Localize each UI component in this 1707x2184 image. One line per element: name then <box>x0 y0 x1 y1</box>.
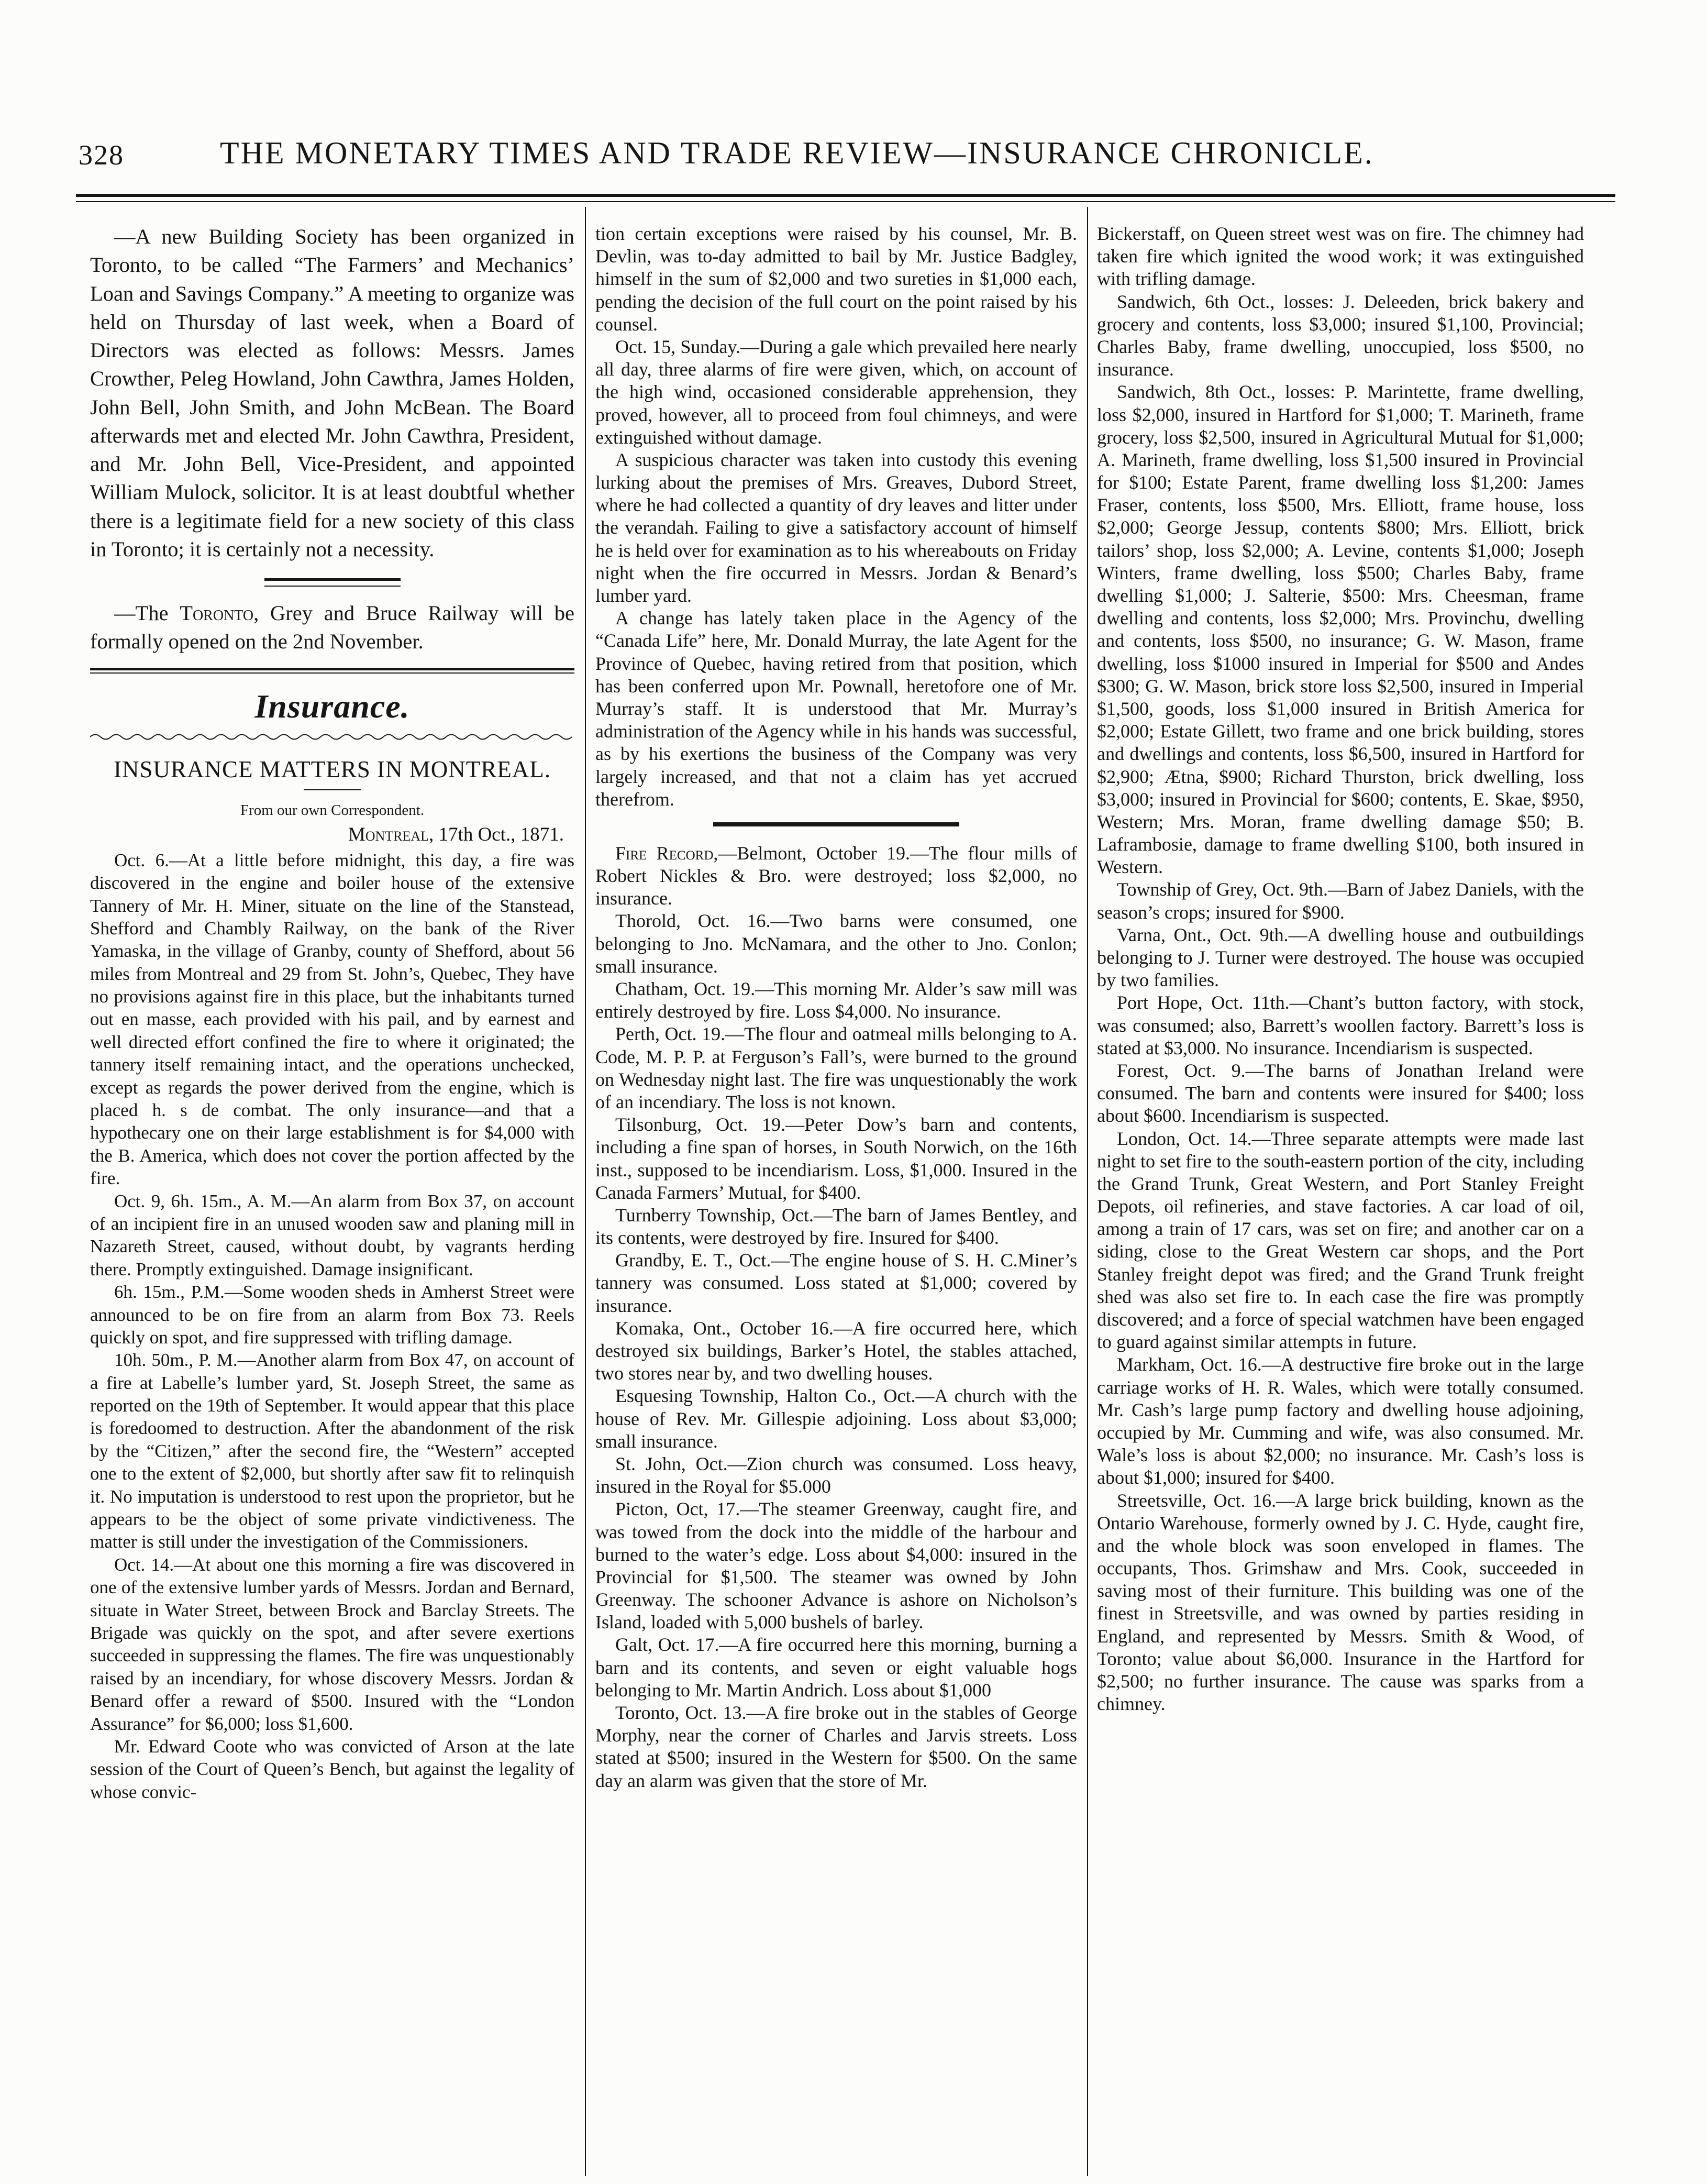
news-building-society: —A new Building Society has been organized in Toronto, to be called “The Farmers’ and Mechanics’ Loan and Savings Company.” A meeting to organize was held on Thursday of last week, when a Board of Directors was elected as follows: Messrs. James Crowther, Peleg Howland, John Cawthra, James Holden, John Bell, John Smith, and John McBean. The Board afterwards met and elected Mr. John Cawthra, President, and Mr. John Bell, Vice-President, and appointed William Mulock, solicitor. It is at least doubtful whether there is a legitimate field for a new society of this class in Toronto; it is certainly not a necessity. <box>90 225 574 561</box>
paragraph: A change has lately taken place in the Agency of the “Canada Life” here, Mr. Donald Murray, the late Agent for the Province of Quebec, having retired from that position, which has been conferred upon Mr. Pownall, heretofore one of Mr. Murray’s staff. It is understood that Mr. Murray’s administration of the Agency while in his hands was successful, as by his exertions the business of the Company was very largely increased, and that not a claim has yet accrued therefrom. <box>595 608 1077 810</box>
paragraph: A suspicious character was taken into custody this evening lurking about the premises of Mrs. Greaves, Dubord Street, where he had collected a quantity of dry leaves and litter under the verandah. Failing to give a satisfactory account of himself he is held over for examination as to his whereabouts on Friday night when the fire occurred in Messrs. Jordan & Benard’s lumber yard. <box>595 449 1077 606</box>
column-3 <box>1097 223 1584 2168</box>
fire-record-intro: Fire Record,—Belmont, October 19.—The flour mills of Robert Nickles & Bro. were destroyed; loss $2,000, no insurance. <box>595 842 1077 909</box>
paragraph: Turnberry Township, Oct.—The barn of James Bentley, and its contents, were destroyed by fire. Insured for $400. <box>595 1204 1077 1249</box>
paragraph: Picton, Oct, 17.—The steamer Greenway, caught fire, and was towed from the dock into the middle of the harbour and burned to the water’s edge. Loss about $4,000: insured in the Provincial for $1,500. The steamer was owned by John Greenway. The schooner Advance is ashore on Nicholson’s Island, loaded with 5,000 bushels of barley. <box>595 1498 1077 1633</box>
paragraph: 6h. 15m., P.M.—Some wooden sheds in Amherst Street were announced to be on fire from an alarm from Box 73. Reels quickly on spot, and fire suppressed with trifling damage. <box>90 1282 574 1348</box>
dateline: Montreal, 17th Oct., 1871. <box>348 823 564 845</box>
column-1 <box>90 223 574 2168</box>
wavy-rule <box>90 732 574 742</box>
article-heading: INSURANCE MATTERS IN MONTREAL. <box>113 756 551 782</box>
paragraph: Varna, Ont., Oct. 9th.—A dwelling house and outbuildings belonging to J. Turner were destroyed. The house was occupied by two families. <box>1097 924 1584 991</box>
paragraph: Oct. 14.—At about one this morning a fire was discovered in one of the extensive lumber yards of Messrs. Jordan and Bernard, situate in Water Street, between Brock and Barclay Streets. The Brigade was quickly on the spot, and after severe exertions succeeded in suppressing the flames. The fire was unquestionably raised by an incendiary, for whose discovery Messrs. Jordan & Benard offer a reward of $500. Insured with the “London Assurance” for $6,000; loss $1,600. <box>90 1554 574 1734</box>
paragraph: Oct. 15, Sunday.—During a gale which prevailed here nearly all day, three alarms of fire were given, which, on account of the high wind, occasioned considerable apprehension, they proved, however, all to proceed from foul chimneys, and were extinguished without damage. <box>595 336 1077 448</box>
paragraph: Bickerstaff, on Queen street west was on fire. The chimney had taken fire which ignited the wood work; it was extinguished with trifling damage. <box>1097 223 1584 290</box>
paragraph: Oct. 6.—At a little before midnight, this day, a fire was discovered in the engine and boiler house of the extensive Tannery of Mr. H. Miner, situate on the line of the Stanstead, Shefford and Chambly Railway, on the bank of the River Yamaska, in the village of Granby, county of Shefford, about 56 miles from Montreal and 29 from St. John’s, Quebec, They have no provisions against fire in this place, but the inhabitants turned out en masse, each provided with his pail, and by earnest and well directed effort confined the fire to where it originated; the tannery itself remaining intact, and the operations unchecked, except as regards the power derived from the engine, which is placed h. s de combat. The only insurance—and that a hypothecary one on their large establishment is for $4,000 with the B. America, which does not cover the portion affected by the fire. <box>90 850 574 1189</box>
paragraph: Esquesing Township, Halton Co., Oct.—A church with the house of Rev. Mr. Gillespie adjoining. Loss about $3,000; small insurance. <box>595 1385 1077 1452</box>
header-rule <box>76 194 1615 197</box>
paragraph: Sandwich, 8th Oct., losses: P. Marintette, frame dwelling, loss $2,000, insured in Hartford for $1,000; T. Marineth, frame grocery, loss $2,500, insured in Agricultural Mutual for $1,000; A. Marineth, frame dwelling, loss $1,500 insured in Provincial for $100; Estate Parent, frame dwelling loss $1,200: James Fraser, contents, loss $500, Mrs. Elliott, frame house, loss $2,000; George Jessup, contents $800; Mrs. Elliott, brick tailors’ shop, loss $2,000; A. Levine, contents $1,000; Joseph Winters, frame dwelling, loss $500; Charles Baby, frame dwelling $1,000; J. Salterie, $500: Mrs. Cheesman, frame dwelling and contents, loss $2,000; Mrs. Provinchu, dwelling and contents, loss $500, no insurance; G. W. Mason, frame dwelling, loss $1000 insured in Imperial for $500 and Andes $300; G. W. Mason, brick store loss $2,500, insured in Imperial $1,500, goods, loss $1,000 insured in British America for $2,000; Estate Gillett, two frame and one brick building, stores and dwellings and contents, loss $6,500, insured in Hartford for $2,900; Ætna, $900; Richard Thurston, brick dwelling, loss $3,000; insured in Provincial for $600; contents, E. Skae, $950, Western; Mrs. Moran, frame dwelling damage $50; B. Laframbosie, damage to frame dwelling $100, both insured in Western. <box>1097 381 1584 878</box>
paragraph: Mr. Edward Coote who was convicted of Arson at the late session of the Court of Queen’s Bench, but against the legality of whose convic- <box>90 1736 574 1802</box>
running-title: THE MONETARY TIMES AND TRADE REVIEW—INSURANCE CHRONICLE. <box>220 136 1374 170</box>
paragraph: Forest, Oct. 9.—The barns of Jonathan Ireland were consumed. The barn and contents were insured for $400; loss about $600. Incendiarism is suspected. <box>1097 1060 1584 1127</box>
column-divider <box>1087 207 1088 2176</box>
paragraph: Streetsville, Oct. 16.—A large brick building, known as the Ontario Warehouse, formerly owned by J. C. Hyde, caught fire, and the whole block was soon enveloped in flames. The occupants, Thos. Grimshaw and Mrs. Cook, succeeded in saving most of their furniture. This building was one of the finest in Streetsville, and was owned by parties residing in England, and represented by Messrs. Smith & Wood, of Toronto; value about $6,000. Insurance in the Hartford for $2,500; no further insurance. The cause was sparks from a chimney. <box>1097 1490 1584 1715</box>
paragraph: Galt, Oct. 17.—A fire occurred here this morning, burning a barn and its contents, and seven or eight valuable hogs belonging to Mr. Martin Andrich. Loss about $1,000 <box>595 1634 1077 1701</box>
separator-rule <box>713 822 959 826</box>
paragraph: 10h. 50m., P. M.—Another alarm from Box 47, on account of a fire at Labelle’s lumber yard, St. Joseph Street, the same as reported on the 19th of September. It would appear that this place is foredoomed to destruction. After the abandonment of the risk by the “Citizen,” after the second fire, the “Western” accepted one to the extent of $2,000, but shortly after saw fit to relinquish it. No imputation is understood to rest upon the proprietor, but he appears to be the object of some private vindictiveness. The matter is still under the investigation of the Commissioners. <box>90 1350 574 1552</box>
paragraph: Oct. 9, 6h. 15m., A. M.—An alarm from Box 37, on account of an incipient fire in an unused wooden saw and planing mill in Nazareth Street, caused, without doubt, by vagrants herding there. Promptly extinguished. Damage insignificant. <box>90 1190 574 1279</box>
page-number: 328 <box>79 139 124 171</box>
paragraph: St. John, Oct.—Zion church was consumed. Loss heavy, insured in the Royal for $5.000 <box>595 1453 1077 1497</box>
column-divider <box>585 207 586 2176</box>
paragraph: Perth, Oct. 19.—The flour and oatmeal mills belonging to A. Code, M. P. P. at Ferguson’s Fall’s, were burned to the ground on Wednesday night last. The fire was unquestionably the work of an incendiary. The loss is not known. <box>595 1023 1077 1112</box>
paragraph: tion certain exceptions were raised by his counsel, Mr. B. Devlin, was to-day admitted to bail by Mr. Justice Badgley, himself in the sum of $2,000 and two sureties in $1,000 each, pending the decision of the full court on the point raised by his counsel. <box>595 223 1077 335</box>
paragraph: Port Hope, Oct. 11th.—Chant’s button factory, with stock, was consumed; also, Barrett’s woollen factory. Barrett’s loss is stated at $3,000. No insurance. Incendiarism is suspected. <box>1097 992 1584 1058</box>
header-rule-thin <box>76 201 1615 202</box>
paragraph: Toronto, Oct. 13.—A fire broke out in the stables of George Morphy, near the corner of Charles and Jarvis streets. Loss stated at $500; insured in the Western for $500. On the same day an alarm was given that the store of Mr. <box>595 1702 1077 1791</box>
correspondent-line: From our own Correspondent. <box>240 801 425 819</box>
separator-rule <box>90 574 574 587</box>
paragraph: Markham, Oct. 16.—A destructive fire broke out in the large carriage works of H. R. Wales, which were totally consumed. Mr. Cash’s large pump factory and dwelling house adjoining, occupied by Mr. Cumming and wife, was also consumed. Mr. Wale’s loss is about $2,000; no insurance. Mr. Cash’s loss is about $1,000; insured for $400. <box>1097 1354 1584 1488</box>
column-2 <box>595 223 1077 2168</box>
page-header <box>0 0 1707 209</box>
paragraph: London, Oct. 14.—Three separate attempts were made last night to set fire to the south-eastern portion of the city, including the Grand Trunk, Great Western, and Port Stanley Freight Depots, oil refineries, and stave factories. A car load of oil, among a train of 17 cars, was set on fire; and another car on a siding, close to the Great Western car shops, and the Port Stanley freight depot was fired; and the Grand Trunk freight shed was also set fire to. In each case the fire was promptly discovered; and a force of special watchmen have been engaged to guard against similar attempts in future. <box>1097 1128 1584 1353</box>
section-rule <box>90 668 574 670</box>
paragraph: Tilsonburg, Oct. 19.—Peter Dow’s barn and contents, including a fine span of horses, in South Norwich, on the 16th inst., supposed to be incendiarism. Loss, $1,000. Insured in the Canada Farmers’ Mutual, for $400. <box>595 1114 1077 1203</box>
paragraph: Komaka, Ont., October 16.—A fire occurred here, which destroyed six buildings, Barker’s Hotel, the stables attached, two stores near by, and two dwelling houses. <box>595 1317 1077 1384</box>
paragraph: Sandwich, 6th Oct., losses: J. Deleeden, brick bakery and grocery and contents, loss $3,000; insured $1,100, Provincial; Charles Baby, frame dwelling, unoccupied, loss $500, no insurance. <box>1097 291 1584 380</box>
paragraph: Grandby, E. T., Oct.—The engine house of S. H. C.Miner’s tannery was consumed. Loss stated at $1,000; covered by insurance. <box>595 1250 1077 1316</box>
paragraph: Chatham, Oct. 19.—This morning Mr. Alder’s saw mill was entirely destroyed by fire. Loss $4,000. No insurance. <box>595 978 1077 1022</box>
heading-rule <box>304 789 361 790</box>
news-railway: —The Toronto, Grey and Bruce Railway will be formally opened on the 2nd November. <box>90 601 574 654</box>
paragraph: Township of Grey, Oct. 9th.—Barn of Jabez Daniels, with the season’s crops; insured for $900. <box>1097 879 1584 923</box>
section-rule-thin <box>90 672 574 674</box>
section-title: Insurance. <box>254 687 410 725</box>
paragraph: Thorold, Oct. 16.—Two barns were consumed, one belonging to Jno. McNamara, and the other to Jno. Conlon; small insurance. <box>595 910 1077 977</box>
